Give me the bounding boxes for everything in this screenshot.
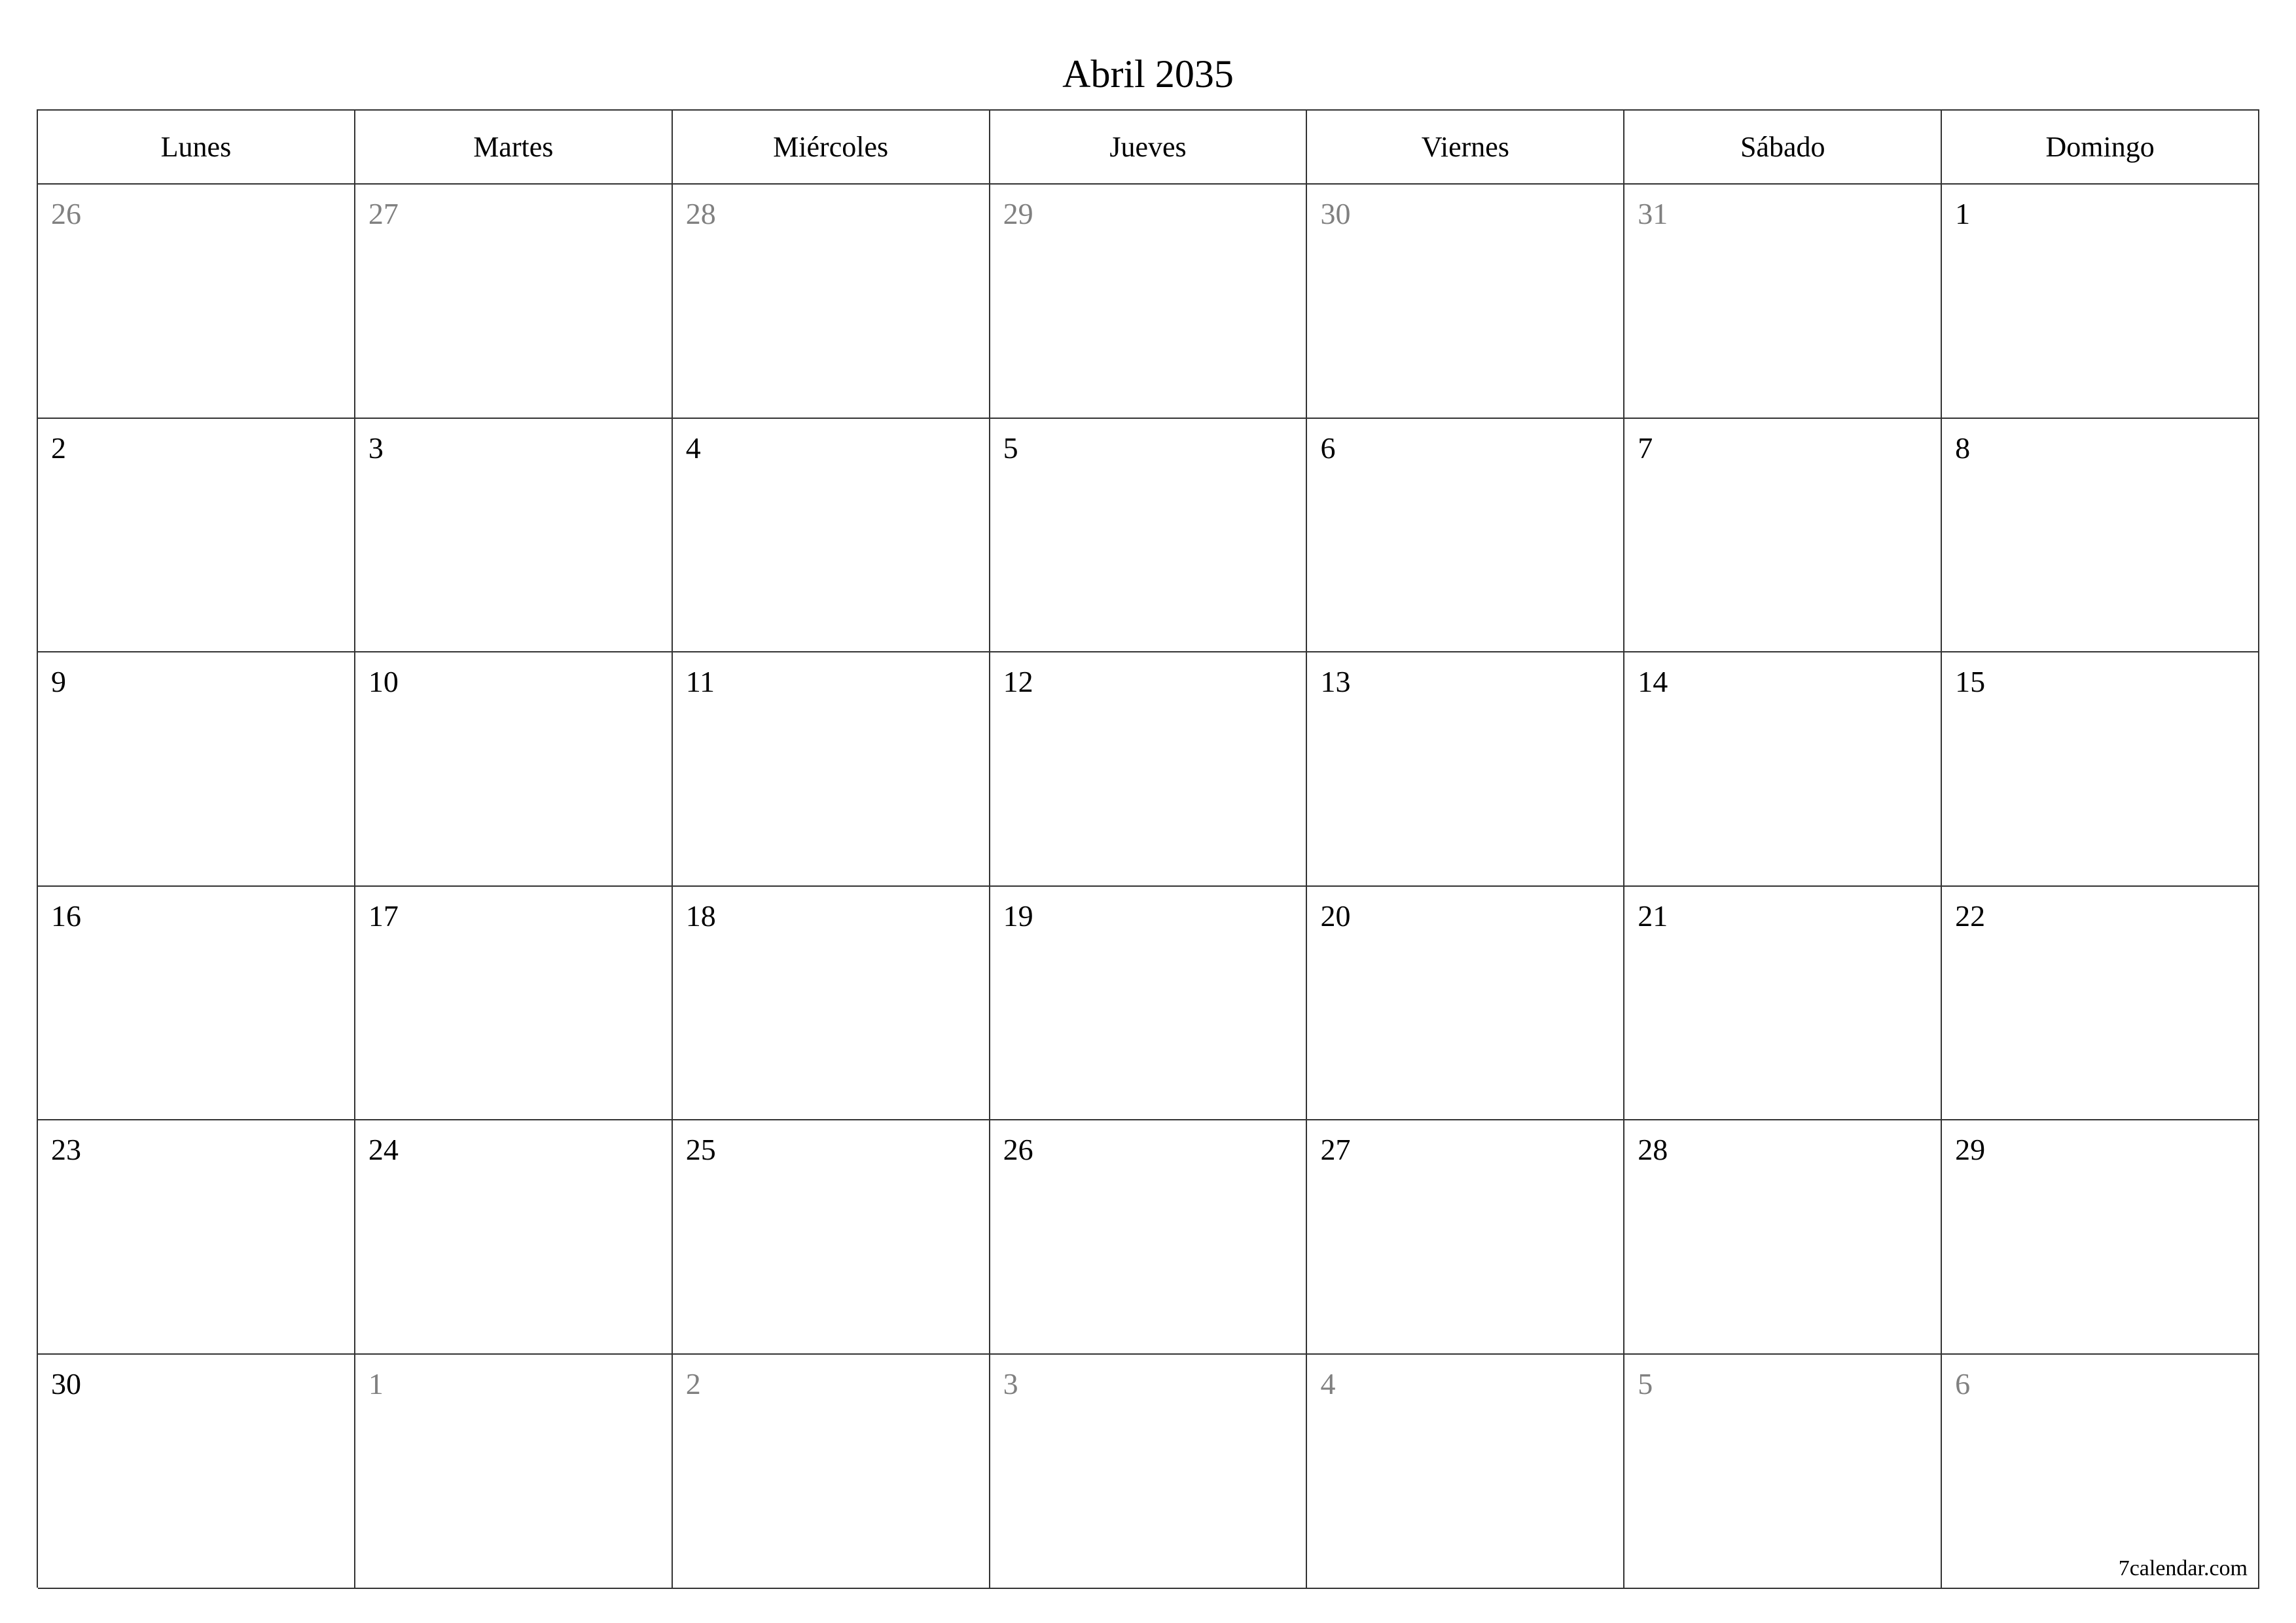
day-number: 25 [685, 1133, 716, 1167]
day-number-other-month: 3 [1003, 1366, 1018, 1400]
weekday-header: Miércoles [673, 111, 990, 185]
day-cell[interactable] [1307, 1120, 1624, 1355]
day-cell[interactable] [1624, 185, 1942, 419]
weekday-header: Jueves [990, 111, 1308, 185]
day-cell[interactable] [1307, 887, 1624, 1121]
weekday-header-row [38, 111, 2259, 185]
day-number: 24 [368, 1133, 399, 1167]
day-number: 10 [368, 665, 399, 699]
day-cell[interactable] [990, 1120, 1308, 1355]
day-number: 16 [51, 899, 81, 933]
day-number: 6 [1320, 431, 1336, 465]
day-number: 1 [1955, 197, 1971, 230]
footer-credit: 7calendar.com [2118, 1556, 2248, 1580]
day-number: 18 [685, 899, 716, 933]
day-cell[interactable] [355, 419, 673, 653]
day-number: 28 [1638, 1133, 1668, 1167]
day-cell[interactable] [673, 887, 990, 1121]
day-cell[interactable] [1307, 185, 1624, 419]
day-number: 8 [1955, 431, 1971, 465]
weekday-header: Domingo [1942, 111, 2259, 185]
day-cell[interactable] [1624, 652, 1942, 887]
day-cell[interactable] [355, 652, 673, 887]
day-cell[interactable] [355, 887, 673, 1121]
day-number: 27 [1320, 1133, 1351, 1167]
day-cell[interactable] [673, 652, 990, 887]
day-cell[interactable] [673, 1120, 990, 1355]
day-cell[interactable] [38, 185, 355, 419]
day-cell[interactable] [38, 652, 355, 887]
day-cell[interactable] [990, 1355, 1308, 1589]
day-number: 9 [51, 665, 66, 699]
day-cell[interactable] [673, 419, 990, 653]
day-number: 26 [1003, 1133, 1033, 1167]
day-cell[interactable] [1307, 1355, 1624, 1589]
calendar-title: Abril 2035 [1062, 52, 1234, 96]
day-number: 20 [1320, 899, 1351, 933]
day-number-other-month: 30 [1320, 197, 1351, 230]
day-cell[interactable] [38, 887, 355, 1121]
day-cell[interactable] [1624, 887, 1942, 1121]
day-number-other-month: 28 [685, 197, 716, 230]
weekday-header: Sábado [1624, 111, 1942, 185]
day-cell[interactable] [1942, 419, 2259, 653]
day-number: 5 [1003, 431, 1018, 465]
day-cell[interactable] [355, 1355, 673, 1589]
day-cell[interactable] [355, 185, 673, 419]
day-number-other-month: 1 [368, 1366, 384, 1400]
day-cell[interactable] [990, 652, 1308, 887]
day-cell[interactable] [1942, 185, 2259, 419]
day-number-other-month: 27 [368, 197, 399, 230]
day-cell[interactable] [990, 185, 1308, 419]
day-number-other-month: 26 [51, 197, 81, 230]
weeks-container [38, 185, 2259, 1589]
day-cell[interactable] [38, 1355, 355, 1589]
day-cell[interactable] [1624, 419, 1942, 653]
day-number: 30 [51, 1366, 81, 1400]
weekday-header: Viernes [1307, 111, 1624, 185]
week-row [38, 185, 2259, 419]
day-number-other-month: 31 [1638, 197, 1668, 230]
day-number: 7 [1638, 431, 1653, 465]
week-row [38, 419, 2259, 653]
day-cell[interactable] [355, 1120, 673, 1355]
day-number: 4 [685, 431, 701, 465]
day-number: 14 [1638, 665, 1668, 699]
day-number-other-month: 2 [685, 1366, 701, 1400]
day-number-other-month: 5 [1638, 1366, 1653, 1400]
day-number: 19 [1003, 899, 1033, 933]
day-cell[interactable] [1942, 1120, 2259, 1355]
day-cell[interactable] [673, 185, 990, 419]
day-number: 22 [1955, 899, 1986, 933]
day-number: 15 [1955, 665, 1986, 699]
day-number: 23 [51, 1133, 81, 1167]
day-number-other-month: 6 [1955, 1366, 1971, 1400]
week-row [38, 887, 2259, 1121]
day-cell[interactable] [1942, 1355, 2259, 1589]
day-cell[interactable] [1307, 419, 1624, 653]
day-number: 2 [51, 431, 66, 465]
day-number: 21 [1638, 899, 1668, 933]
day-cell[interactable] [1942, 887, 2259, 1121]
day-cell[interactable] [990, 887, 1308, 1121]
calendar-grid [37, 109, 2259, 1588]
day-number: 12 [1003, 665, 1033, 699]
day-cell[interactable] [1624, 1355, 1942, 1589]
week-row [38, 1355, 2259, 1589]
day-number-other-month: 29 [1003, 197, 1033, 230]
day-number: 11 [685, 665, 715, 699]
day-cell[interactable] [1624, 1120, 1942, 1355]
week-row [38, 652, 2259, 887]
day-cell[interactable] [38, 1120, 355, 1355]
day-cell[interactable] [38, 419, 355, 653]
day-cell[interactable] [1942, 652, 2259, 887]
weekday-header: Martes [355, 111, 673, 185]
day-number: 29 [1955, 1133, 1986, 1167]
day-number: 3 [368, 431, 384, 465]
day-number: 17 [368, 899, 399, 933]
day-cell[interactable] [1307, 652, 1624, 887]
weekday-header: Lunes [38, 111, 355, 185]
day-number-other-month: 4 [1320, 1366, 1336, 1400]
day-cell[interactable] [990, 419, 1308, 653]
day-number: 13 [1320, 665, 1351, 699]
week-row [38, 1120, 2259, 1355]
day-cell[interactable] [673, 1355, 990, 1589]
